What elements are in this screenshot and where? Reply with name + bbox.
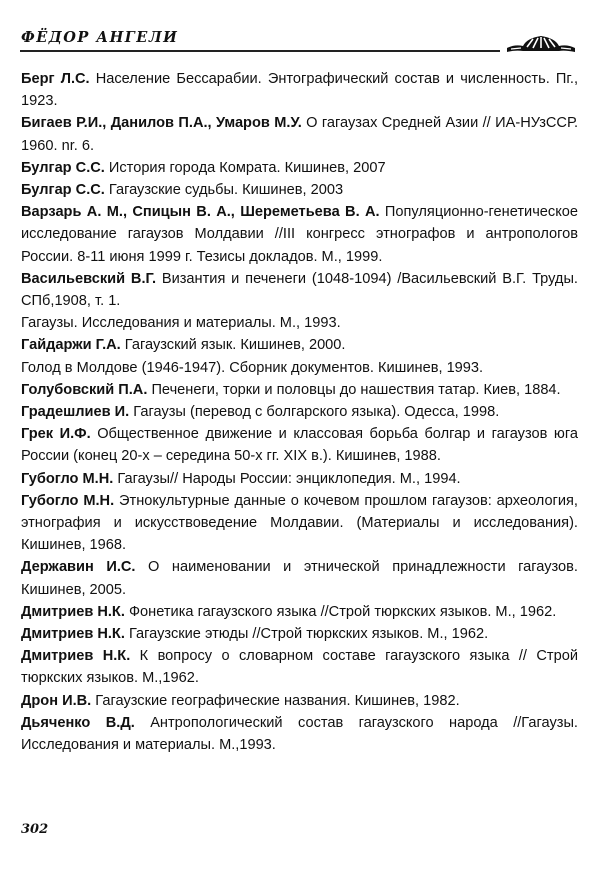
- entry-author: Бигаев Р.И., Данилов П.А., Умаров М.У.: [21, 115, 302, 132]
- header-rule: [20, 50, 500, 52]
- entry-author: Градешлиев И.: [21, 404, 130, 421]
- bibliography-entry: [21, 112, 578, 156]
- bibliography-entry: [21, 179, 578, 201]
- bibliography-entry: [21, 690, 578, 712]
- entry-author: Гайдаржи Г.А.: [21, 337, 121, 354]
- entry-text: Популяционно-генетическое исследование гагаузов Молдавии //III конгресс этнографов и антропологов России. 8-11 июня 1999 г. Тезисы докладов. М., 1999.: [21, 204, 578, 265]
- bibliography-entry: [21, 401, 578, 423]
- entry-author: Дьяченко В.Д.: [21, 714, 135, 731]
- entry-text: Общественное движение и классовая борьба болгар и гагаузов юга России (конец 20-х – середина 50-х гг. XIX в.). Кишинев, 1988.: [21, 426, 578, 465]
- entry-author: Васильевский В.Г.: [21, 270, 157, 287]
- bibliography-entry: [21, 357, 578, 379]
- running-head: ФЁДОР АНГЕЛИ: [21, 29, 179, 46]
- entry-text: Печенеги, торки и половцы до нашествия татар. Киев, 1884.: [147, 381, 561, 398]
- entry-text: Гагаузские географические названия. Кишинев, 1982.: [91, 692, 460, 709]
- entry-text: О наименовании и этнической принадлежности гагаузов. Кишинев, 2005.: [21, 559, 578, 598]
- entry-author: Губогло М.Н.: [21, 492, 115, 509]
- bibliography-entry: [21, 312, 578, 334]
- entry-author: Дрон И.В.: [21, 692, 92, 709]
- bibliography-entry: [21, 712, 578, 756]
- entry-text: Антропологический состав гагаузского народа //Гагаузы. Исследования и материалы. М.,1993.: [21, 714, 578, 754]
- entry-text: Византия и печенеги (1048-1094) /Васильевский В.Г. Труды. СПб,1908, т. 1.: [21, 270, 578, 310]
- bibliography-entry: [21, 490, 578, 557]
- entry-text: Голод в Молдове (1946-1947). Сборник документов. Кишинев, 1993.: [21, 359, 484, 376]
- entry-text: Гагаузы (перевод с болгарского языка). Одесса, 1998.: [129, 404, 500, 421]
- bibliography-entry: [21, 645, 578, 689]
- entry-text: Гагаузы// Народы России: энциклопедия. М., 1994.: [113, 470, 461, 487]
- entry-author: Булгар С.С.: [21, 159, 105, 176]
- bibliography-entry: [21, 68, 578, 112]
- ornament-icon: [505, 34, 577, 54]
- bibliography-entry: [21, 201, 578, 268]
- entry-text: История города Комрата. Кишинев, 2007: [104, 159, 386, 176]
- entry-author: Берг Л.С.: [21, 71, 90, 87]
- entry-author: Дмитриев Н.К.: [21, 603, 125, 620]
- entry-author: Державин И.С.: [21, 559, 136, 576]
- entry-author: Варзарь А. М., Спицын В. А., Шереметьева В. А.: [21, 204, 380, 221]
- bibliography-entry: [21, 157, 578, 179]
- bibliography-entry: [21, 423, 578, 467]
- bibliography-list: [21, 68, 578, 756]
- bibliography-entry: [21, 601, 578, 623]
- bibliography-entry: [21, 334, 578, 356]
- entry-text: Население Бессарабии. Энтографический состав и численность. Пг., 1923.: [21, 71, 579, 110]
- entry-text: Гагаузские судьбы. Кишинев, 2003: [104, 182, 344, 199]
- entry-text: Гагаузы. Исследования и материалы. М., 1993.: [21, 315, 341, 332]
- entry-author: Грек И.Ф.: [21, 426, 91, 443]
- entry-text: Гагаузские этюды //Строй тюркских языков. М., 1962.: [124, 626, 489, 643]
- entry-author: Дмитриев Н.К.: [21, 626, 125, 643]
- entry-text: Этнокультурные данные о кочевом прошлом гагаузов: археология, этнография и искусствоведение Молдавии. (Материалы и исследования). Кишинев, 1968.: [21, 492, 578, 554]
- bibliography-entry: [21, 623, 578, 645]
- entry-author: Губогло М.Н.: [21, 470, 114, 487]
- page-number: 302: [21, 822, 49, 837]
- entry-author: Булгар С.С.: [21, 182, 105, 199]
- entry-text: О гагаузах Средней Азии // ИА-НУзССР. 1960. nr. 6.: [21, 115, 578, 154]
- entry-author: Дмитриев Н.К.: [21, 648, 131, 665]
- page-header: [20, 26, 575, 56]
- bibliography-entry: [21, 556, 578, 600]
- entry-text: Гагаузский язык. Кишинев, 2000.: [120, 337, 346, 354]
- entry-text: Фонетика гагаузского языка //Строй тюркских языков. М., 1962.: [124, 603, 557, 620]
- entry-author: Голубовский П.А.: [21, 381, 148, 398]
- entry-text: К вопросу о словарном составе гагаузского языка // Строй тюркских языков. М.,1962.: [21, 648, 578, 687]
- bibliography-entry: [21, 468, 578, 490]
- bibliography-entry: [21, 379, 578, 401]
- bibliography-entry: [21, 268, 578, 312]
